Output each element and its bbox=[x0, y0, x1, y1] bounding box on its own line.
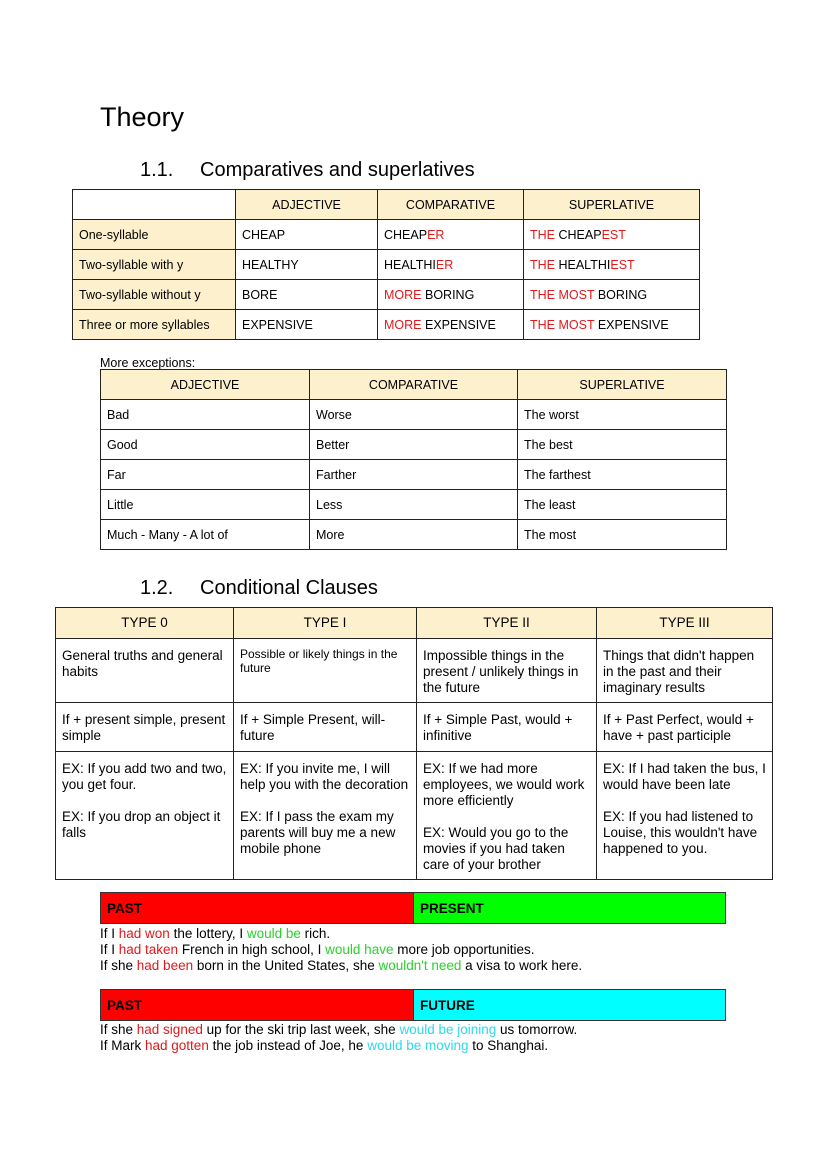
example-text: EX: If you add two and two, you get four. bbox=[62, 761, 227, 792]
superlative-cell: The most bbox=[518, 520, 727, 550]
table-header-row bbox=[73, 190, 700, 220]
header-comparative: COMPARATIVE bbox=[378, 190, 524, 220]
example-text: EX: If we had more employees, we would work more efficiently bbox=[423, 761, 585, 808]
table-row bbox=[101, 400, 727, 430]
comparative-cell: Farther bbox=[310, 460, 518, 490]
table-header-row bbox=[56, 608, 773, 639]
page-title: Theory bbox=[100, 102, 185, 132]
header-adjective: ADJECTIVE bbox=[236, 190, 378, 220]
example-sentence: If I had won the lottery, I would be rich. bbox=[100, 926, 331, 941]
section-heading-comparatives bbox=[140, 157, 475, 183]
example-sentence: If she had signed up for the ski trip last week, she would be joining us tomorrow. bbox=[100, 1022, 578, 1037]
mixed1-sentences bbox=[100, 926, 582, 974]
row-label: Two-syllable without y bbox=[73, 280, 236, 310]
example-text: EX: If you drop an object it falls bbox=[62, 809, 221, 840]
mixed-timeline-bar-present bbox=[100, 892, 726, 924]
usage-cell: Things that didn't happen in the past and their imaginary results bbox=[597, 639, 773, 703]
table-row bbox=[101, 430, 727, 460]
comparative-cell: HEALTHIER bbox=[378, 250, 524, 280]
example-text: EX: If you had listened to Louise, this wouldn't have happened to you. bbox=[603, 809, 758, 856]
examples-cell bbox=[417, 752, 597, 880]
comparative-cell: CHEAPER bbox=[378, 220, 524, 250]
comparative-cell: MORE BORING bbox=[378, 280, 524, 310]
superlative-cell: The least bbox=[518, 490, 727, 520]
header-type-2: TYPE II bbox=[417, 608, 597, 639]
adjective-cell: CHEAP bbox=[236, 220, 378, 250]
example-text: EX: If you invite me, I will help you with the decoration bbox=[240, 761, 409, 792]
table-header-row bbox=[101, 370, 727, 400]
form-cell: If + Past Perfect, would + have + past participle bbox=[597, 703, 773, 752]
form-cell: If + Simple Present, will-future bbox=[234, 703, 417, 752]
exceptions-note: More exceptions: bbox=[100, 356, 196, 370]
table-row bbox=[73, 310, 700, 340]
section-number: 1.1. bbox=[140, 159, 174, 181]
row-label: One-syllable bbox=[73, 220, 236, 250]
table-row bbox=[101, 460, 727, 490]
usage-row bbox=[56, 639, 773, 703]
table-row bbox=[73, 280, 700, 310]
adjective-cell: Far bbox=[101, 460, 310, 490]
past-label: PAST bbox=[101, 990, 414, 1020]
example-text: EX: If I had taken the bus, I would have been late bbox=[603, 761, 766, 792]
conditionals-table bbox=[55, 607, 773, 880]
examples-cell bbox=[597, 752, 773, 880]
mixed2-sentences bbox=[100, 1022, 577, 1054]
example-text: EX: Would you go to the movies if you had taken care of your brother bbox=[423, 825, 569, 872]
form-cell: If + present simple, present simple bbox=[56, 703, 234, 752]
section-title: Conditional Clauses bbox=[200, 577, 378, 599]
adjective-cell: Much - Many - A lot of bbox=[101, 520, 310, 550]
table-row bbox=[73, 220, 700, 250]
form-cell: If + Simple Past, would + infinitive bbox=[417, 703, 597, 752]
divider bbox=[72, 339, 100, 340]
adjective-cell: Little bbox=[101, 490, 310, 520]
adjective-cell: BORE bbox=[236, 280, 378, 310]
adjective-cell: EXPENSIVE bbox=[236, 310, 378, 340]
empty-header-cell bbox=[73, 190, 236, 220]
mixed-timeline-bar-future bbox=[100, 989, 726, 1021]
section-number: 1.2. bbox=[140, 577, 174, 599]
example-sentence: If she had been born in the United States, she wouldn't need a visa to work here. bbox=[100, 958, 583, 973]
table-row bbox=[101, 490, 727, 520]
header-type-3: TYPE III bbox=[597, 608, 773, 639]
present-label: PRESENT bbox=[414, 893, 725, 923]
future-label: FUTURE bbox=[414, 990, 725, 1020]
header-comparative: COMPARATIVE bbox=[310, 370, 518, 400]
section-heading-conditionals bbox=[140, 575, 378, 601]
usage-cell: Impossible things in the present / unlikely things in the future bbox=[417, 639, 597, 703]
comparatives-table bbox=[72, 189, 700, 340]
superlative-cell: THE MOST BORING bbox=[524, 280, 700, 310]
form-row bbox=[56, 703, 773, 752]
comparative-cell: Better bbox=[310, 430, 518, 460]
adjective-cell: Good bbox=[101, 430, 310, 460]
exceptions-table bbox=[100, 369, 727, 550]
example-sentence: If I had taken French in high school, I would have more job opportunities. bbox=[100, 942, 535, 957]
table-row bbox=[101, 520, 727, 550]
superlative-cell: THE HEALTHIEST bbox=[524, 250, 700, 280]
comparative-cell: MORE EXPENSIVE bbox=[378, 310, 524, 340]
past-label: PAST bbox=[101, 893, 414, 923]
superlative-cell: The best bbox=[518, 430, 727, 460]
row-label: Three or more syllables bbox=[73, 310, 236, 340]
comparative-cell: Less bbox=[310, 490, 518, 520]
section-title: Comparatives and superlatives bbox=[200, 159, 475, 181]
header-superlative: SUPERLATIVE bbox=[524, 190, 700, 220]
header-superlative: SUPERLATIVE bbox=[518, 370, 727, 400]
example-text: EX: If I pass the exam my parents will buy me a new mobile phone bbox=[240, 809, 396, 856]
row-label: Two-syllable with y bbox=[73, 250, 236, 280]
header-type-0: TYPE 0 bbox=[56, 608, 234, 639]
header-type-1: TYPE I bbox=[234, 608, 417, 639]
comparative-cell: Worse bbox=[310, 400, 518, 430]
superlative-cell: THE CHEAPEST bbox=[524, 220, 700, 250]
superlative-cell: THE MOST EXPENSIVE bbox=[524, 310, 700, 340]
examples-cell bbox=[56, 752, 234, 880]
superlative-cell: The worst bbox=[518, 400, 727, 430]
usage-cell: Possible or likely things in the future bbox=[234, 639, 417, 703]
adjective-cell: Bad bbox=[101, 400, 310, 430]
examples-cell bbox=[234, 752, 417, 880]
adjective-cell: HEALTHY bbox=[236, 250, 378, 280]
examples-row bbox=[56, 752, 773, 880]
superlative-cell: The farthest bbox=[518, 460, 727, 490]
header-adjective: ADJECTIVE bbox=[101, 370, 310, 400]
example-sentence: If Mark had gotten the job instead of Joe, he would be moving to Shanghai. bbox=[100, 1038, 549, 1053]
table-row bbox=[73, 250, 700, 280]
usage-cell: General truths and general habits bbox=[56, 639, 234, 703]
comparative-cell: More bbox=[310, 520, 518, 550]
